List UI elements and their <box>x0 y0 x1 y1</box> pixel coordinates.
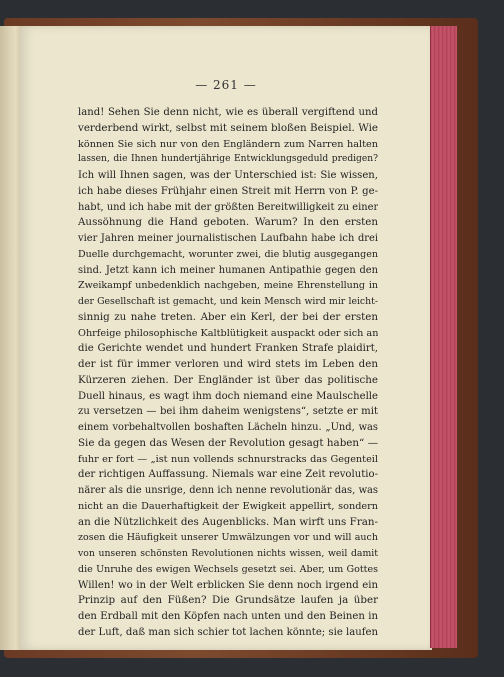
text-line: der ist für immer verloren und wird stets im Leben den <box>78 358 378 370</box>
text-line: der richtigen Auffassung. Niemals war eine Zeit revolutio- <box>78 469 378 481</box>
text-line: zu versetzen — bei ihm daheim wenigstens“, setzte er mit <box>78 406 378 418</box>
text-line: Prinzip auf den Füßen? Die Grundsätze laufen ja über <box>78 594 378 607</box>
text-line: Ohrfeige philosophische Kaltblütigkeit auspackt oder sich an <box>78 327 378 339</box>
text-line: verderbend wirkt, selbst mit seinem bloßen Beispiel. Wie <box>78 121 378 134</box>
text-line: die Gerichte wendet und hundert Franken Strafe plaidirt, <box>78 343 378 355</box>
text-line: sind. Jetzt kann ich meiner humanen Antipathie gegen den <box>78 264 378 276</box>
text-line: der Luft, daß man sich schier tot lachen könnte; sie laufen <box>78 626 378 638</box>
text-line: Ich will Ihnen sagen, was der Unterschied ist: Sie wissen, <box>78 170 378 181</box>
text-line: nicht an die Dauerhaftigkeit der Ewigkeit appellirt, sondern <box>78 500 378 512</box>
text-line: die Unruhe des ewigen Wechsels gesetzt sei. Aber, um Gottes <box>78 563 378 575</box>
text-line: fuhr er fort — „ist nun vollends schnurstracks das Gegenteil <box>78 453 378 465</box>
text-line: Willen! wo in der Welt erblicken Sie denn noch irgend ein <box>78 579 378 591</box>
text-line: habt, und ich habe mit der größten Bereitwilligkeit zu einer <box>78 201 378 213</box>
text-line: an die Nützlichkeit des Augenblicks. Man wirft uns Fran- <box>78 515 378 528</box>
page-edges-red <box>430 26 457 648</box>
text-line: von unseren schönsten Revolutionen nichts wissen, weil damit <box>78 548 378 559</box>
text-line: können Sie sich nur von den Engländern zum Narren halten <box>78 138 378 150</box>
text-line: den Erdball mit den Köpfen nach unten und den Beinen in <box>78 611 378 622</box>
text-line: Duell hinaus, es wagt ihm doch niemand eine Maulschelle <box>78 390 378 402</box>
page-number: — 261 — <box>195 78 257 92</box>
text-line: der Gesellschaft ist gemacht, und kein Mensch wird mir leicht- <box>78 296 378 307</box>
text-line: Sie da gegen das Wesen der Revolution gesagt haben“ — <box>78 436 378 449</box>
text-line: Kürzeren ziehen. Der Engländer ist über das politische <box>78 373 378 386</box>
left-page-sliver <box>0 26 22 650</box>
text-line: Duelle durchgemacht, worunter zwei, die blutig ausgegangen <box>78 248 378 260</box>
text-line: lassen, die Ihnen hundertjährige Entwicklungsgeduld predigen? <box>78 154 378 165</box>
text-line: ich habe dieses Frühjahr einen Streit mit Herrn von P. ge- <box>78 185 378 197</box>
text-line: land! Sehen Sie denn nicht, wie es überall vergiftend und <box>78 107 378 118</box>
text-line: vier Jahren meiner journalistischen Laufbahn habe ich drei <box>78 233 378 244</box>
text-line: sinnig zu nahe treten. Aber ein Kerl, der bei der ersten <box>78 310 378 323</box>
text-line: Aussöhnung die Hand geboten. Warum? In den ersten <box>78 216 378 229</box>
text-line: einem vorbehaltvollen boshaften Lächeln hinzu. „Und, was <box>78 422 378 433</box>
body-text <box>78 105 378 641</box>
text-line: närer als die unsrige, denn ich nenne revolutionär das, was <box>78 485 378 496</box>
text-line: zosen die Häufigkeit unserer Umwälzungen vor und will auch <box>78 532 378 544</box>
text-line: Zweikampf unbedenklich nachgeben, meine Ehrenstellung in <box>78 280 378 292</box>
